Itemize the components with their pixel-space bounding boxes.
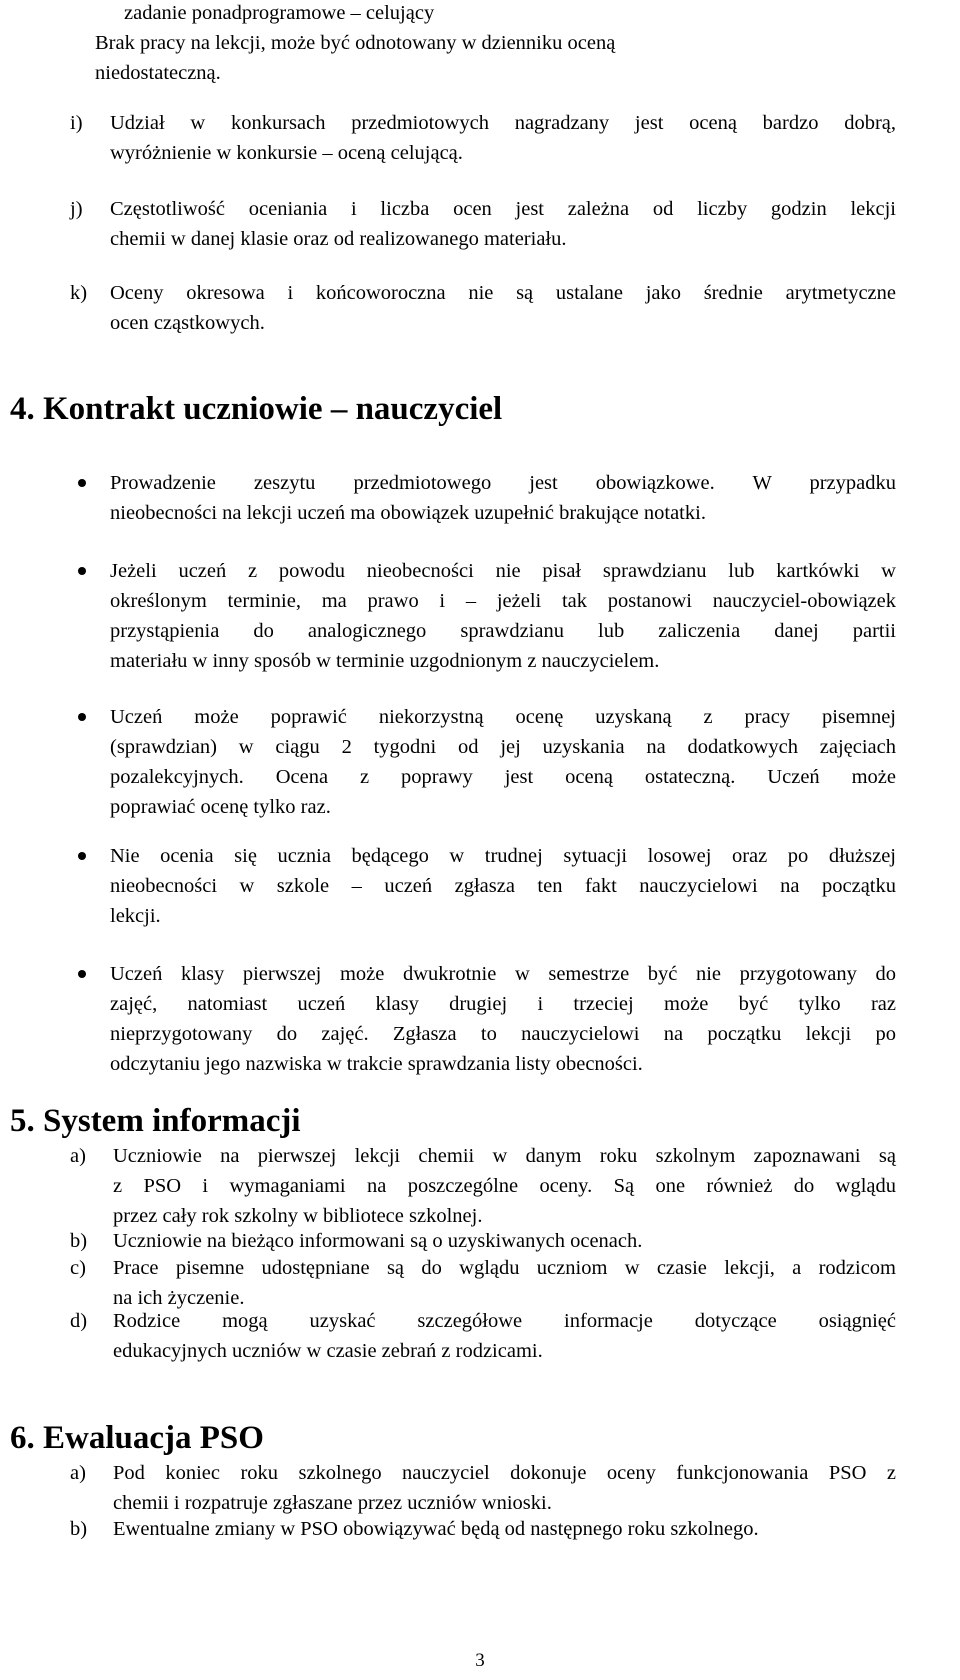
bullet-4-line: nieobecności w szkole – uczeń zgłasza ten fakt nauczycielowi na początku (110, 875, 896, 897)
bullet-icon (78, 852, 86, 860)
info-item-c-text (113, 1253, 896, 1313)
item-i-line: wyróżnienie w konkursie – oceną celującą. (110, 142, 463, 164)
bullet-5-line: zajęć, natomiast uczeń klasy drugiej i trzeciej może być tylko raz (110, 993, 896, 1015)
fragment-line-2: Brak pracy na lekcji, może być odnotowany w dzienniku oceną (95, 32, 616, 54)
item-label-k: k) (70, 282, 88, 304)
fragment-line-1: zadanie ponadprogramowe – celujący (124, 2, 435, 24)
bullet-1-line: Prowadzenie zeszytu przedmiotowego jest obowiązkowe. W przypadku (110, 472, 896, 494)
section-4-heading: 4. Kontrakt uczniowie – nauczyciel (10, 391, 503, 427)
eval-a-line: Pod koniec roku szkolnego nauczyciel dokonuje oceny funkcjonowania PSO z (113, 1462, 896, 1484)
info-item-b-text (113, 1226, 896, 1256)
item-j-text (110, 194, 896, 254)
info-item-label-c: c) (70, 1257, 86, 1279)
item-k-line: ocen cząstkowych. (110, 312, 265, 334)
info-a-line: przez cały rok szkolny w bibliotece szkolnej. (113, 1205, 483, 1227)
item-i-line: Udział w konkursach przedmiotowych nagradzany jest oceną bardzo dobrą, (110, 112, 896, 134)
bullet-2-line: Jeżeli uczeń z powodu nieobecności nie pisał sprawdzianu lub kartkówki w (110, 560, 896, 582)
bullet-3-line: pozalekcyjnych. Ocena z poprawy jest oceną ostateczną. Uczeń może (110, 766, 896, 788)
eval-item-label-b: b) (70, 1518, 88, 1540)
bullet-5-line: odczytaniu jego nazwiska w trakcie sprawdzania listy obecności. (110, 1053, 643, 1075)
bullet-icon (78, 479, 86, 487)
info-item-d-text (113, 1306, 896, 1366)
info-item-label-d: d) (70, 1310, 88, 1332)
item-label-i: i) (70, 112, 83, 134)
info-c-line: na ich życzenie. (113, 1287, 245, 1309)
bullet-4-line: Nie ocenia się ucznia będącego w trudnej sytuacji losowej oraz po dłuższej (110, 845, 896, 867)
bullet-3-line: (sprawdzian) w ciągu 2 tygodni od jej uzyskania na dodatkowych zajęciach (110, 736, 896, 758)
bullet-5-line: Uczeń klasy pierwszej może dwukrotnie w semestrze być nie przygotowany do (110, 963, 896, 985)
bullet-1-line: nieobecności na lekcji uczeń ma obowiązek uzupełnić brakujące notatki. (110, 502, 706, 524)
item-k-text (110, 278, 896, 338)
bullet-4-line: lekcji. (110, 905, 161, 927)
info-d-line: Rodzice mogą uzyskać szczegółowe informacje dotyczące osiągnięć (113, 1310, 896, 1332)
item-j-line: chemii w danej klasie oraz od realizowanego materiału. (110, 228, 567, 250)
item-j-line: Częstotliwość oceniania i liczba ocen jest zależna od liczby godzin lekcji (110, 198, 896, 220)
bullet-paragraph-1 (110, 468, 896, 528)
info-item-label-b: b) (70, 1230, 88, 1252)
bullet-2-line: materiału w inny sposób w terminie uzgodnionym z nauczycielem. (110, 650, 660, 672)
fragment-line-3: niedostateczną. (95, 62, 221, 84)
bullet-3-line: Uczeń może poprawić niekorzystną ocenę uzyskaną z pracy pisemnej (110, 706, 896, 728)
info-d-line: edukacyjnych uczniów w czasie zebrań z rodzicami. (113, 1340, 543, 1362)
eval-item-label-a: a) (70, 1462, 86, 1484)
bullet-paragraph-3 (110, 702, 896, 822)
fragment-paragraph (95, 28, 880, 88)
bullet-paragraph-4 (110, 841, 896, 931)
bullet-2-line: przystąpienia do analogicznego sprawdzianu lub zaliczenia danej partii (110, 620, 896, 642)
bullet-5-line: nieprzygotowany do zajęć. Zgłasza to nauczycielowi na początku lekcji po (110, 1023, 896, 1045)
item-i-text (110, 108, 896, 168)
bullet-icon (78, 713, 86, 721)
page-number: 3 (475, 1650, 485, 1671)
eval-item-a-text (113, 1458, 896, 1518)
section-6-heading: 6. Ewaluacja PSO (10, 1420, 264, 1456)
bullet-3-line: poprawiać ocenę tylko raz. (110, 796, 331, 818)
info-c-line: Prace pisemne udostępniane są do wglądu uczniom w czasie lekcji, a rodzicom (113, 1257, 896, 1279)
bullet-paragraph-5 (110, 959, 896, 1079)
item-label-j: j) (70, 198, 83, 220)
eval-a-line: chemii i rozpatruje zgłaszane przez uczniów wnioski. (113, 1492, 552, 1514)
info-item-label-a: a) (70, 1145, 86, 1167)
section-5-heading: 5. System informacji (10, 1103, 301, 1139)
info-item-a-text (113, 1141, 896, 1231)
item-k-line: Oceny okresowa i końcoworoczna nie są ustalane jako średnie arytmetyczne (110, 282, 896, 304)
info-a-line: Uczniowie na pierwszej lekcji chemii w danym roku szkolnym zapoznawani są (113, 1145, 896, 1167)
eval-item-b-text (113, 1514, 896, 1544)
bullet-icon (78, 567, 86, 575)
info-a-line: z PSO i wymaganiami na poszczególne oceny. Są one również do wglądu (113, 1175, 896, 1197)
bullet-paragraph-2 (110, 556, 896, 676)
info-b-line: Uczniowie na bieżąco informowani są o uzyskiwanych ocenach. (113, 1230, 643, 1252)
bullet-2-line: określonym terminie, ma prawo i – jeżeli tak postanowi nauczyciel-obowiązek (110, 590, 896, 612)
eval-b-line: Ewentualne zmiany w PSO obowiązywać będą od następnego roku szkolnego. (113, 1518, 759, 1540)
bullet-icon (78, 970, 86, 978)
